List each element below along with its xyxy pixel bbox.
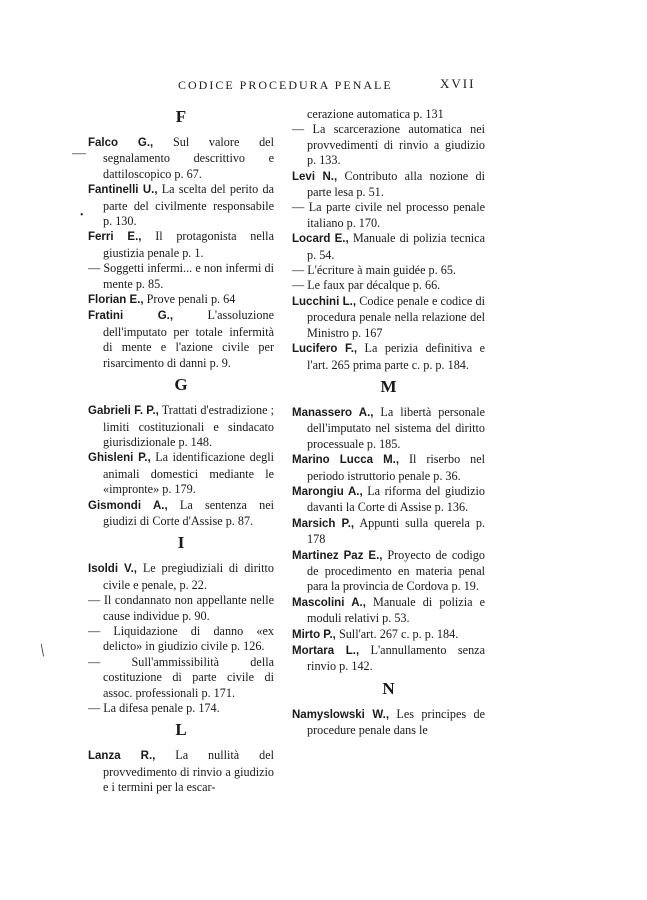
pencil-mark: • [80, 210, 84, 221]
index-subentry [88, 624, 274, 655]
index-entry [88, 182, 274, 229]
section-letter: F [175, 107, 187, 126]
entry-author: Marongiu A., [292, 485, 363, 498]
index-entry [292, 548, 485, 595]
index-entry [88, 450, 274, 497]
entry-text: — Sull'ammissibilità della costituzione di parte civile di assoc. professionali p. 171. [88, 654, 274, 700]
entry-author: Ferri E., [88, 231, 142, 244]
entry-text: Il protagonista nella giustizia penale p. 1. [103, 229, 274, 260]
index-subentry [88, 593, 274, 624]
entry-author: Lucifero F., [292, 343, 358, 356]
index-entry [292, 643, 485, 675]
entry-author: Fantinelli U., [88, 184, 158, 197]
entry-author: Mascolini A., [292, 596, 366, 609]
section-letter: I [177, 533, 185, 553]
index-entry [292, 627, 485, 643]
entry-text: — La parte civile nel processo penale italiano p. 170. [292, 200, 485, 230]
entry-text: — La difesa penale p. 174. [88, 701, 220, 715]
index-subentry [88, 701, 274, 716]
entry-text: La scelta del perito da parte del civilmente responsabile p. 130. [103, 182, 274, 229]
running-header-title: CODICE PROCEDURA PENALE [178, 78, 393, 92]
entry-author: Florian E., [88, 294, 144, 307]
index-subentry [88, 655, 274, 701]
entry-author: Mortara L., [292, 645, 360, 657]
index-column-left [88, 107, 274, 796]
section-letter: G [174, 375, 188, 395]
entry-author: Marino Lucca M., [292, 454, 400, 467]
section-letter: N [382, 678, 395, 698]
entry-text: Sull'art. 267 c. p. p. 184. [335, 626, 459, 641]
index-entry [88, 561, 274, 593]
entry-author: Levi N., [292, 170, 338, 183]
entry-text: Prove penali p. 64 [143, 292, 236, 307]
entry-author: Marsich P., [292, 517, 355, 530]
entry-text: La sentenza nei giudizi di Corte d'Assise p. 87. [103, 497, 275, 528]
entry-author: Mirto P., [292, 628, 336, 641]
index-entry [88, 748, 274, 795]
entry-text: La identificazione degli animali domestici mediante le «impronte» p. 179. [103, 450, 274, 497]
entry-author: Martinez Paz E., [292, 549, 383, 562]
entry-author: Lanza R., [88, 750, 156, 763]
entry-text: Le pregiudiziali di diritto civile e penale, p. 22. [103, 561, 275, 592]
index-entry [292, 484, 485, 516]
entry-text: La riforma del giudizio davanti la Corte di Assise p. 136. [307, 483, 485, 515]
entry-text: — Il condannato non appellante nelle cause individue p. 90. [88, 593, 274, 623]
entry-text: La nullità del provvedimento di rinvio a giudizio e i termini per la escar- [103, 748, 274, 795]
entry-text: L'annullamento senza rinvio p. 142. [307, 643, 485, 674]
index-entry [292, 341, 485, 373]
entry-text: Proyecto de codigo de procedimento en materia penal para la provincia de Cordova p. 19. [307, 547, 485, 594]
index-entry [292, 516, 485, 548]
index-subentry [292, 200, 485, 231]
pencil-mark: — [72, 146, 86, 161]
entry-text: La libertà personale dell'imputato nel sistema del diritto processuale p. 185. [307, 404, 485, 451]
entry-text: La perizia definitiva e l'art. 265 prima parte c. p. p. 184. [307, 341, 486, 372]
entry-author: Locard E., [292, 233, 349, 246]
index-subentry [292, 278, 485, 293]
entry-text: Contributo alla nozione di parte lesa p. 51. [307, 168, 486, 200]
entry-author: Namyslowski W., [292, 708, 390, 721]
entry-text: Sul valore del segnalamento descrittivo e dattiloscopico p. 67. [103, 135, 274, 181]
pencil-mark: / [35, 640, 50, 660]
entry-text: — La scarcerazione automatica nei provvedimenti di rinvio a giudizio p. 133. [292, 122, 485, 168]
entry-author: Falco G., [88, 137, 154, 149]
entry-text: — Soggetti infermi... e non infermi di mente p. 85. [88, 261, 274, 291]
index-entry [88, 135, 274, 182]
entry-text: Codice penale e codice di procedura penale nella relazione del Ministro p. 167 [307, 293, 486, 340]
index-subentry [292, 263, 485, 278]
index-entry [292, 231, 485, 263]
entry-author: Fratini G., [88, 310, 174, 323]
entry-text: Il riserbo nel periodo istruttorio penale p. 36. [307, 452, 485, 483]
index-subentry [88, 261, 274, 292]
entry-text: Trattati d'estradizione ; limiti costituzionali e sindacato giurisdizionale p. 148. [103, 403, 274, 449]
entry-text: cerazione automatica p. 131 [307, 107, 444, 121]
index-entry [292, 405, 485, 452]
entry-text: — Liquidazione di danno «ex delicto» in giudizio civile p. 126. [88, 623, 274, 654]
entry-text: Manuale di polizia tecnica p. 54. [307, 231, 485, 262]
entry-author: Lucchini L., [292, 295, 357, 308]
index-entry [292, 294, 485, 341]
index-subentry [292, 122, 485, 168]
index-entry [292, 452, 485, 484]
index-entry [88, 229, 274, 261]
entry-text: — Le faux par décalque p. 66. [292, 278, 441, 293]
entry-text: Appunti sulla querela p. 178 [307, 515, 485, 547]
index-column-right [292, 107, 485, 739]
entry-author: Isoldi V., [88, 563, 138, 576]
entry-text: Manuale di polizia e moduli relativi p. 53. [307, 594, 485, 626]
entry-author: Gismondi A., [88, 499, 168, 512]
entry-author: Manassero A., [292, 406, 374, 419]
index-entry [88, 498, 274, 530]
index-entry [292, 707, 485, 739]
entry-author: Gabrieli F. P., [88, 405, 159, 418]
section-letter: L [175, 720, 187, 740]
index-entry [292, 169, 485, 201]
entry-text: Les principes de procedure penale dans le [307, 706, 485, 738]
index-subentry [292, 107, 485, 122]
index-entry [88, 308, 274, 371]
index-entry [88, 292, 274, 308]
entry-text: L'assoluzione dell'imputato per totale infermità di mente e l'azione civile per risarcimento di danni p. 9. [103, 308, 274, 370]
index-entry [292, 595, 485, 627]
index-entry [88, 403, 274, 450]
page-number: XVII [440, 76, 476, 91]
entry-author: Ghisleni P., [88, 452, 151, 465]
section-letter: M [380, 376, 397, 396]
entry-text: — L'écriture à main guidée p. 65. [292, 263, 456, 278]
